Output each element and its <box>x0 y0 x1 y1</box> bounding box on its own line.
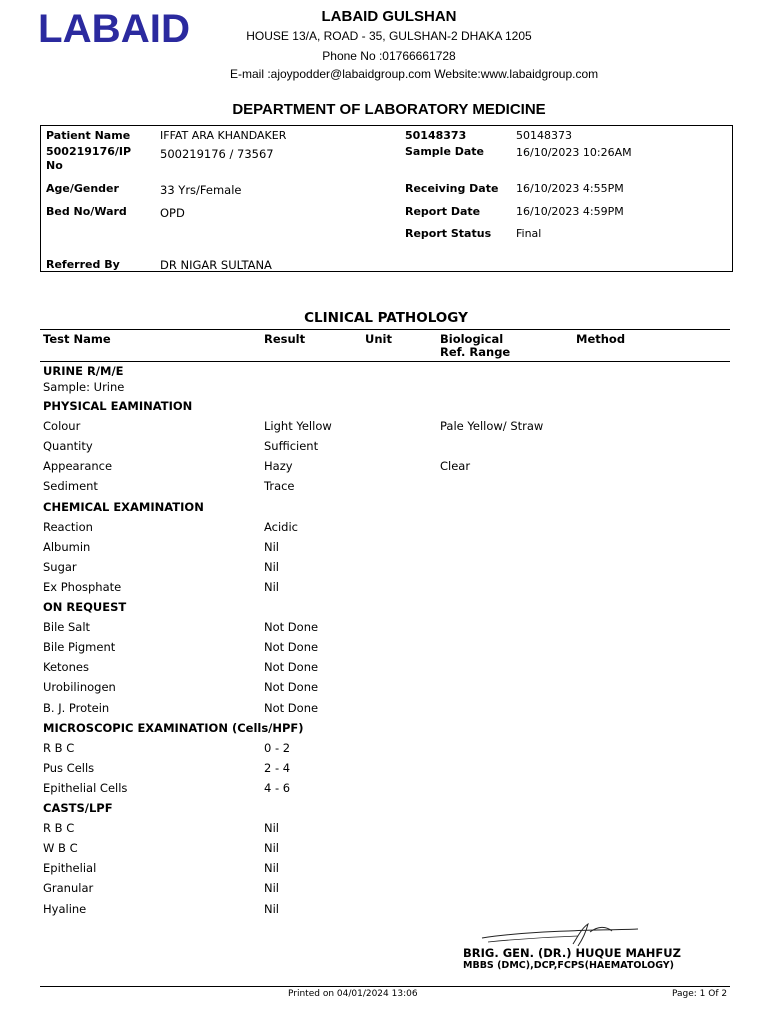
referred-by: DR NIGAR SULTANA <box>160 258 272 272</box>
test-result: Not Done <box>264 660 319 675</box>
table-row <box>0 881 768 901</box>
test-name: Quantity <box>43 439 93 454</box>
table-row <box>0 419 768 439</box>
table-row <box>0 701 768 721</box>
footer-rule <box>40 986 730 987</box>
report-status-label: Report Status <box>405 227 492 240</box>
section-heading: PHYSICAL EAMINATION <box>43 399 193 413</box>
sample-no: 50148373 <box>516 129 572 142</box>
test-result: 0 - 2 <box>264 740 291 755</box>
table-row <box>0 761 768 781</box>
section-heading-row <box>0 801 768 821</box>
signatory-name: BRIG. GEN. (DR.) HUQUE MAHFUZ <box>463 946 681 960</box>
test-name: Appearance <box>43 459 113 474</box>
section-heading-row <box>0 721 768 741</box>
test-name: Epithelial Cells <box>43 780 128 795</box>
test-name: Epithelial <box>43 861 97 876</box>
table-row <box>0 580 768 600</box>
printed-on: Printed on 04/01/2024 13:06 <box>288 989 418 999</box>
logo-text: LABAID <box>38 10 190 46</box>
signature <box>478 922 648 948</box>
section-heading: CHEMICAL EXAMINATION <box>43 499 204 514</box>
test-name: Hyaline <box>43 901 87 916</box>
test-name: W B C <box>43 841 78 856</box>
sample-line: Sample: Urine <box>43 380 125 394</box>
test-name: Ketones <box>43 660 89 675</box>
sample-date: 16/10/2023 10:26AM <box>516 146 632 159</box>
col-result: Result <box>264 332 306 346</box>
test-result: Hazy <box>264 459 293 474</box>
table-top-rule <box>40 329 730 330</box>
table-row <box>0 640 768 660</box>
test-name: Bile Salt <box>43 620 91 635</box>
test-name: Granular <box>43 881 94 896</box>
test-result: 2 - 4 <box>264 760 291 775</box>
report-date: 16/10/2023 4:59PM <box>516 205 624 218</box>
table-row <box>0 902 768 922</box>
report-status: Final <box>516 227 542 240</box>
test-name: Bile Pigment <box>43 640 116 655</box>
patient-name: IFFAT ARA KHANDAKER <box>160 129 287 142</box>
test-name: R B C <box>43 821 75 836</box>
test-name: Colour <box>43 419 81 434</box>
table-row <box>0 620 768 640</box>
test-name: Urobilinogen <box>43 680 116 695</box>
test-result: Nil <box>264 881 279 896</box>
section-title: CLINICAL PATHOLOGY <box>304 310 468 326</box>
sample-date-label: Sample Date <box>405 145 485 158</box>
hospital-contact: E-mail :ajoypodder@labaidgroup.com Website:www.labaidgroup.com <box>230 67 599 81</box>
test-result: Trace <box>264 479 295 494</box>
table-row <box>0 861 768 881</box>
receiving-date-label: Receiving Date <box>405 182 499 195</box>
col-ref-range: Biological Ref. Range <box>440 332 511 359</box>
table-row <box>0 741 768 761</box>
patient-id-label: 500219176/IP No <box>46 145 132 172</box>
test-ref-range: Clear <box>440 459 471 474</box>
table-row <box>0 841 768 861</box>
test-result: Nil <box>264 579 279 594</box>
test-name: Reaction <box>43 519 93 534</box>
patient-name-label: Patient Name <box>46 129 131 142</box>
table-row <box>0 479 768 499</box>
test-result: Nil <box>264 841 279 856</box>
col-unit: Unit <box>365 332 392 346</box>
labaid-logo <box>38 10 193 46</box>
age-gender-label: Age/Gender <box>46 182 119 195</box>
test-name: Pus Cells <box>43 760 95 775</box>
patient-id: 500219176 / 73567 <box>160 147 274 161</box>
test-name: Albumin <box>43 539 91 554</box>
col-method: Method <box>576 332 626 346</box>
table-header-rule <box>40 361 730 362</box>
test-result: Not Done <box>264 640 319 655</box>
hospital-phone: Phone No :01766661728 <box>322 49 456 63</box>
sample-no-label: 50148373 <box>405 129 467 142</box>
department-title: DEPARTMENT OF LABORATORY MEDICINE <box>232 101 546 118</box>
test-result: Not Done <box>264 620 319 635</box>
test-result: Nil <box>264 539 279 554</box>
section-heading-row <box>0 600 768 620</box>
age-gender: 33 Yrs/Female <box>160 183 242 197</box>
table-row <box>0 680 768 700</box>
table-row <box>0 520 768 540</box>
test-result: Nil <box>264 901 279 916</box>
report-date-label: Report Date <box>405 205 481 218</box>
bed-ward: OPD <box>160 206 185 220</box>
patient-info-box <box>40 125 733 272</box>
table-row <box>0 439 768 459</box>
table-row <box>0 540 768 560</box>
table-row <box>0 781 768 801</box>
test-name: R B C <box>43 740 75 755</box>
test-result: Nil <box>264 559 279 574</box>
test-result: 4 - 6 <box>264 780 291 795</box>
table-row <box>0 560 768 580</box>
col-test-name: Test Name <box>43 332 111 346</box>
test-name: Ex Phosphate <box>43 579 122 594</box>
section-heading-row <box>0 399 768 419</box>
table-row <box>0 821 768 841</box>
test-result: Not Done <box>264 680 319 695</box>
test-result: Light Yellow <box>264 419 332 434</box>
test-name: Sediment <box>43 479 98 494</box>
test-name: Sugar <box>43 559 77 574</box>
table-row <box>0 459 768 479</box>
table-row <box>0 660 768 680</box>
section-heading-row <box>0 500 768 520</box>
hospital-address: HOUSE 13/A, ROAD - 35, GULSHAN-2 DHAKA 1205 <box>246 29 532 43</box>
section-heading: CASTS/LPF <box>43 801 113 815</box>
test-ref-range: Pale Yellow/ Straw <box>440 419 544 434</box>
receiving-date: 16/10/2023 4:55PM <box>516 182 624 195</box>
test-header: URINE R/M/E <box>43 364 124 378</box>
test-result: Sufficient <box>264 439 319 454</box>
test-result: Nil <box>264 821 279 836</box>
section-heading: ON REQUEST <box>43 600 127 614</box>
test-result: Not Done <box>264 700 319 715</box>
signatory-degrees: MBBS (DMC),DCP,FCPS(HAEMATOLOGY) <box>463 960 674 971</box>
bed-ward-label: Bed No/Ward <box>46 205 127 218</box>
hospital-name: LABAID GULSHAN <box>321 8 457 25</box>
test-name: B. J. Protein <box>43 700 110 715</box>
section-heading: MICROSCOPIC EXAMINATION (Cells/HPF) <box>43 720 304 735</box>
test-result: Nil <box>264 861 279 876</box>
page-number: Page: 1 Of 2 <box>672 989 728 999</box>
test-result: Acidic <box>264 519 299 534</box>
referred-by-label: Referred By <box>46 258 120 271</box>
